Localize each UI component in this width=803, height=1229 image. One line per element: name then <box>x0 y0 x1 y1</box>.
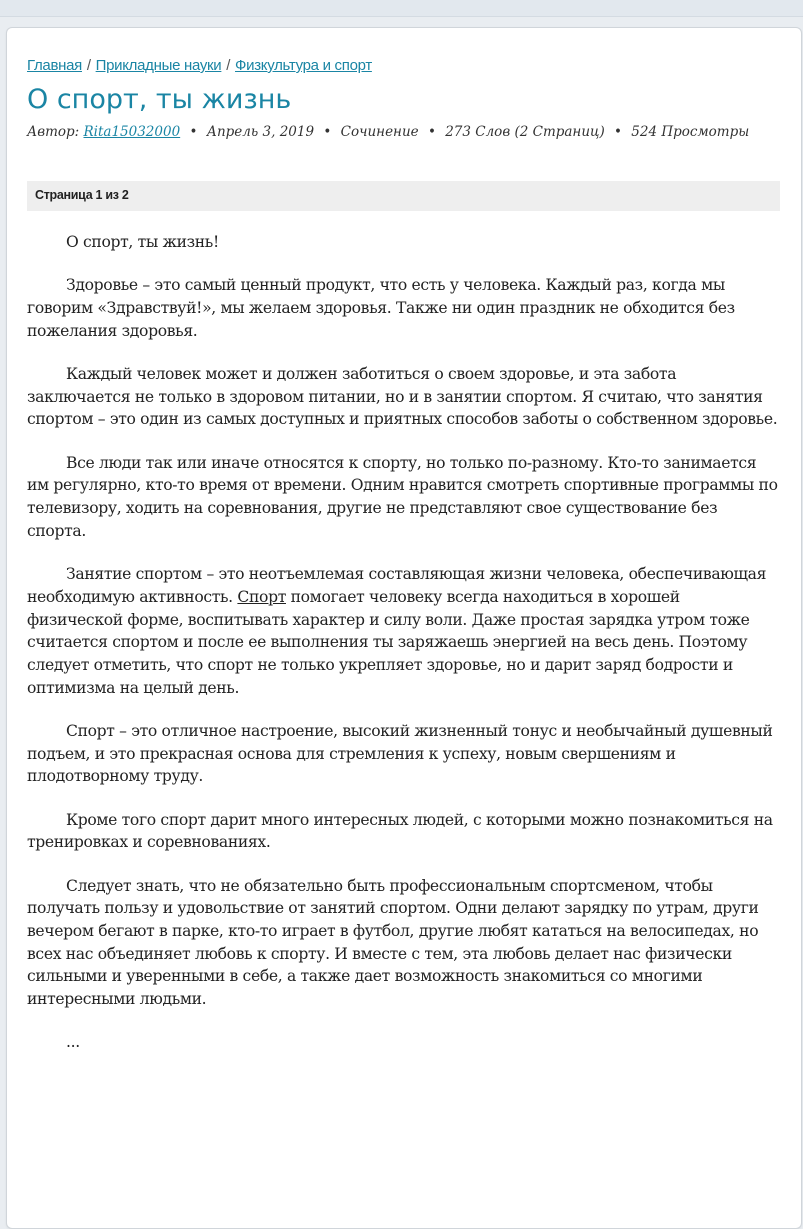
breadcrumb-separator: / <box>226 57 231 74</box>
breadcrumb-separator: / <box>86 57 91 74</box>
paragraph-text: Занятие спортом – это неотъемлемая составляющая жизни человека, обеспечивающая необходимую активность. <box>27 565 767 606</box>
essay-paragraph: Здоровье – это самый ценный продукт, что есть у человека. Каждый раз, когда мы говорим «Здравствуй!», мы желаем здоровья. Также ни один праздник не обходится без пожелания здоровья. <box>27 276 735 340</box>
meta-bullet: • <box>323 124 332 140</box>
page-indicator: Страница 1 из 2 <box>35 188 129 202</box>
sport-link[interactable]: Спорт <box>237 587 286 606</box>
essay-paragraph: О спорт, ты жизнь! <box>66 233 219 251</box>
essay-content <box>27 231 779 1075</box>
author-label: Автор: <box>27 124 80 140</box>
view-count: 524 Просмотры <box>631 124 750 140</box>
breadcrumb-home-link[interactable]: Главная <box>27 57 82 74</box>
essay-paragraph: Спорт – это отличное настроение, высокий жизненный тонус и необычайный душевный подъем, и это прекрасная основа для стремления к успеху, новым свершениям и плодотворному труду. <box>27 721 773 786</box>
essay-paragraph <box>27 563 779 699</box>
word-count: 273 Слов (2 Страниц) <box>445 124 605 140</box>
document-type: Сочинение <box>340 124 419 140</box>
page-indicator-bar <box>27 181 780 211</box>
essay-meta <box>27 124 749 140</box>
meta-bullet: • <box>189 124 198 140</box>
publish-date: Апрель 3, 2019 <box>206 124 315 140</box>
author-link[interactable]: Rita15032000 <box>83 124 181 140</box>
page-title: О спорт, ты жизнь <box>27 84 292 115</box>
meta-bullet: • <box>427 124 436 140</box>
paragraph-text: помогает человеку всегда находиться в хорошей физической форме, воспитывать характер и силу воли. Даже простая зарядка утром тоже считается спортом и после ее выполнения ты заряжаешь энергией на весь день. Поэтому следует отметить, что спорт не только укрепляет здоровье, но и дарит заряд бодрости и оптимизма на целый день. <box>27 587 750 697</box>
breadcrumb-subcategory-link[interactable]: Физкультура и спорт <box>235 57 372 74</box>
essay-paragraph: Кроме того спорт дарит много интересных людей, с которыми можно познакомиться на тренировках и соревнованиях. <box>27 810 773 852</box>
essay-paragraph: Следует знать, что не обязательно быть профессиональным спортсменом, чтобы получать пользу и удовольствие от занятий спортом. Одни делают зарядку по утрам, други вечером бегают в парке, кто-то играет в футбол, другие любят кататься на велосипедах, но всех нас объединяет любовь к спорту. И вместе с тем, эта любовь делает нас физически сильными и уверенными в себе, а также дает возможность знакомиться со многими интересными людьми. <box>27 876 759 1009</box>
essay-ellipsis: ... <box>66 1033 80 1052</box>
breadcrumb-category-link[interactable]: Прикладные науки <box>95 57 222 74</box>
meta-bullet: • <box>614 124 622 140</box>
essay-paragraph: Все люди так или иначе относятся к спорту, но только по-разному. Кто-то занимается им регулярно, кто-то время от времени. Одним нравится смотреть спортивные программы по телевизору, ходить на соревнования, другие не представляют свое существование без спорта. <box>27 453 778 540</box>
top-bar <box>0 0 803 17</box>
breadcrumb <box>27 57 372 74</box>
essay-paragraph: Каждый человек может и должен заботиться о своем здоровье, и эта забота заключается не только в здоровом питании, но и в занятии спортом. Я считаю, что занятия спортом – это один из самых доступных и приятных способов заботы о собственном здоровье. <box>27 365 778 429</box>
